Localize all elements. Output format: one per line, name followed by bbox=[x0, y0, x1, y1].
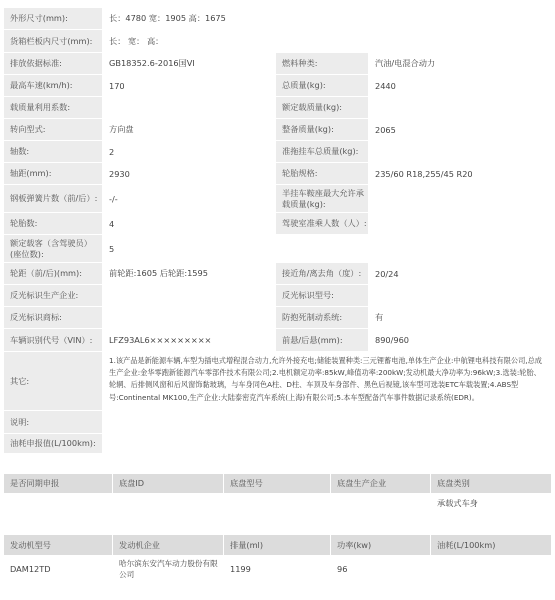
load-utilization-label: 载质量利用系数: bbox=[4, 97, 102, 118]
engine-header-company: 发动机企业 bbox=[113, 535, 223, 555]
approach-angle-value: 20/24 bbox=[369, 263, 551, 284]
tire-count-label: 轮胎数: bbox=[4, 213, 102, 234]
engine-header-displacement: 排量(ml) bbox=[224, 535, 330, 555]
trailer-mass-value bbox=[369, 141, 551, 162]
saddle-load-label: 半挂车鞍座最大允许承载质量(kg): bbox=[276, 185, 368, 212]
rated-load-value bbox=[369, 97, 551, 118]
reflector-brand-label: 反光标识商标: bbox=[4, 307, 102, 328]
chassis-header-model: 底盘型号 bbox=[224, 474, 330, 493]
seats-label: 额定载客（含驾驶员）(座位数): bbox=[4, 235, 102, 262]
chassis-header-id: 底盘ID bbox=[113, 474, 223, 493]
overhang-value: 890/960 bbox=[369, 329, 551, 351]
emission-standard-value: GB18352.6-2016国VI bbox=[103, 53, 275, 74]
reflector-company-value bbox=[103, 285, 275, 306]
tire-spec-value: 235/60 R18,255/45 R20 bbox=[369, 163, 551, 184]
engine-power-value: 96 bbox=[331, 556, 430, 582]
chassis-category-value: 承载式车身 bbox=[431, 494, 551, 513]
engine-fuel-consumption-value bbox=[431, 556, 551, 582]
engine-company-value: 哈尔滨东安汽车动力股份有限公司 bbox=[113, 556, 223, 582]
reflector-model-label: 反光标识型号: bbox=[276, 285, 368, 306]
reflector-brand-value bbox=[103, 307, 275, 328]
fuel-consumption-label: 油耗申报值(L/100km): bbox=[4, 434, 102, 453]
fuel-type-value: 汽油/电混合动力 bbox=[369, 53, 551, 74]
load-utilization-value bbox=[103, 97, 275, 118]
vin-value: LFZ93AL6××××××××× bbox=[103, 329, 275, 351]
max-speed-label: 最高车速(km/h): bbox=[4, 75, 102, 96]
reflector-model-value bbox=[369, 285, 551, 306]
emission-standard-label: 排放依据标准: bbox=[4, 53, 102, 74]
track-label: 轮距（前/后)(mm): bbox=[4, 263, 102, 284]
reflector-company-label: 反光标识生产企业: bbox=[4, 285, 102, 306]
total-mass-value: 2440 bbox=[369, 75, 551, 96]
wheelbase-value: 2930 bbox=[103, 163, 275, 184]
table-row-cell bbox=[113, 494, 223, 513]
tire-count-value: 4 bbox=[103, 213, 275, 234]
fuel-consumption-value bbox=[103, 434, 551, 453]
table-row-cell bbox=[4, 494, 112, 513]
steering-value: 方向盘 bbox=[103, 119, 275, 140]
leaf-spring-value: -/- bbox=[103, 185, 275, 212]
axles-value: 2 bbox=[103, 141, 275, 162]
curb-mass-label: 整备质量(kg): bbox=[276, 119, 368, 140]
overhang-label: 前悬/后悬(mm): bbox=[276, 329, 368, 351]
axles-label: 轴数: bbox=[4, 141, 102, 162]
dimensions-value: 长：4780 宽：1905 高：1675 bbox=[103, 8, 551, 29]
max-speed-value: 170 bbox=[103, 75, 275, 96]
chassis-header-same-period: 是否同期申报 bbox=[4, 474, 112, 493]
abs-value: 有 bbox=[369, 307, 551, 328]
engine-header-fuel-consumption: 油耗(L/100km) bbox=[431, 535, 551, 555]
trailer-mass-label: 准拖挂车总质量(kg): bbox=[276, 141, 368, 162]
other-notes: 1.该产品是新能源车辆,车型为插电式增程混合动力,允许外接充电;储能装置种类:三元锂蓄电池,单体生产企业:中航锂电科技有限公司,总成生产企业:金华零跑新能源汽车零部件技术有限公司;2.电机额定功率:85kW,峰值功率:200kW;发动机最大净功率为:96kW;3.选装:轮胎、轮辋、后排侧风窗和后风窗饰黏玻璃，与车身同色A柱、D柱、车顶及车身部件、黑色后视镜,该车型可选装ETC车载装置;4.ABS型号:Continental MK100,生产企业:大陆泰密克汽车系统(上海)有限公司;5.本车型配备汽车事件数据记录系统(EDR)。 bbox=[103, 352, 551, 410]
engine-displacement-value: 1199 bbox=[224, 556, 330, 582]
approach-angle-label: 接近角/离去角（度）: bbox=[276, 263, 368, 284]
tire-spec-label: 轮胎规格: bbox=[276, 163, 368, 184]
wheelbase-label: 轴距(mm): bbox=[4, 163, 102, 184]
abs-label: 防抱死制动系统: bbox=[276, 307, 368, 328]
other-label: 其它: bbox=[4, 352, 102, 410]
fuel-type-label: 燃料种类: bbox=[276, 53, 368, 74]
cargo-box-value: 长： 宽： 高： bbox=[103, 30, 551, 52]
chassis-header-category: 底盘类别 bbox=[431, 474, 551, 493]
curb-mass-value: 2065 bbox=[369, 119, 551, 140]
track-value: 前轮距:1605 后轮距:1595 bbox=[103, 263, 275, 284]
leaf-spring-label: 钢板弹簧片数（前/后）: bbox=[4, 185, 102, 212]
steering-label: 转向型式: bbox=[4, 119, 102, 140]
note-label: 说明: bbox=[4, 411, 102, 433]
saddle-load-value bbox=[369, 185, 551, 212]
cab-capacity-label: 驾驶室准乘人数（人）: bbox=[276, 213, 368, 234]
table-row-cell bbox=[224, 494, 330, 513]
vin-label: 车辆识别代号（VIN）: bbox=[4, 329, 102, 351]
engine-header-power: 功率(kw) bbox=[331, 535, 430, 555]
engine-model-value: DAM12TD bbox=[4, 556, 112, 582]
dimensions-label: 外形尺寸(mm): bbox=[4, 8, 102, 29]
seats-value: 5 bbox=[103, 235, 551, 262]
engine-header-model: 发动机型号 bbox=[4, 535, 112, 555]
table-row-cell bbox=[331, 494, 430, 513]
rated-load-label: 额定载质量(kg): bbox=[276, 97, 368, 118]
note-value bbox=[103, 411, 551, 433]
chassis-header-company: 底盘生产企业 bbox=[331, 474, 430, 493]
cab-capacity-value bbox=[369, 213, 551, 234]
total-mass-label: 总质量(kg): bbox=[276, 75, 368, 96]
cargo-box-label: 货箱栏板内尺寸(mm): bbox=[4, 30, 102, 52]
